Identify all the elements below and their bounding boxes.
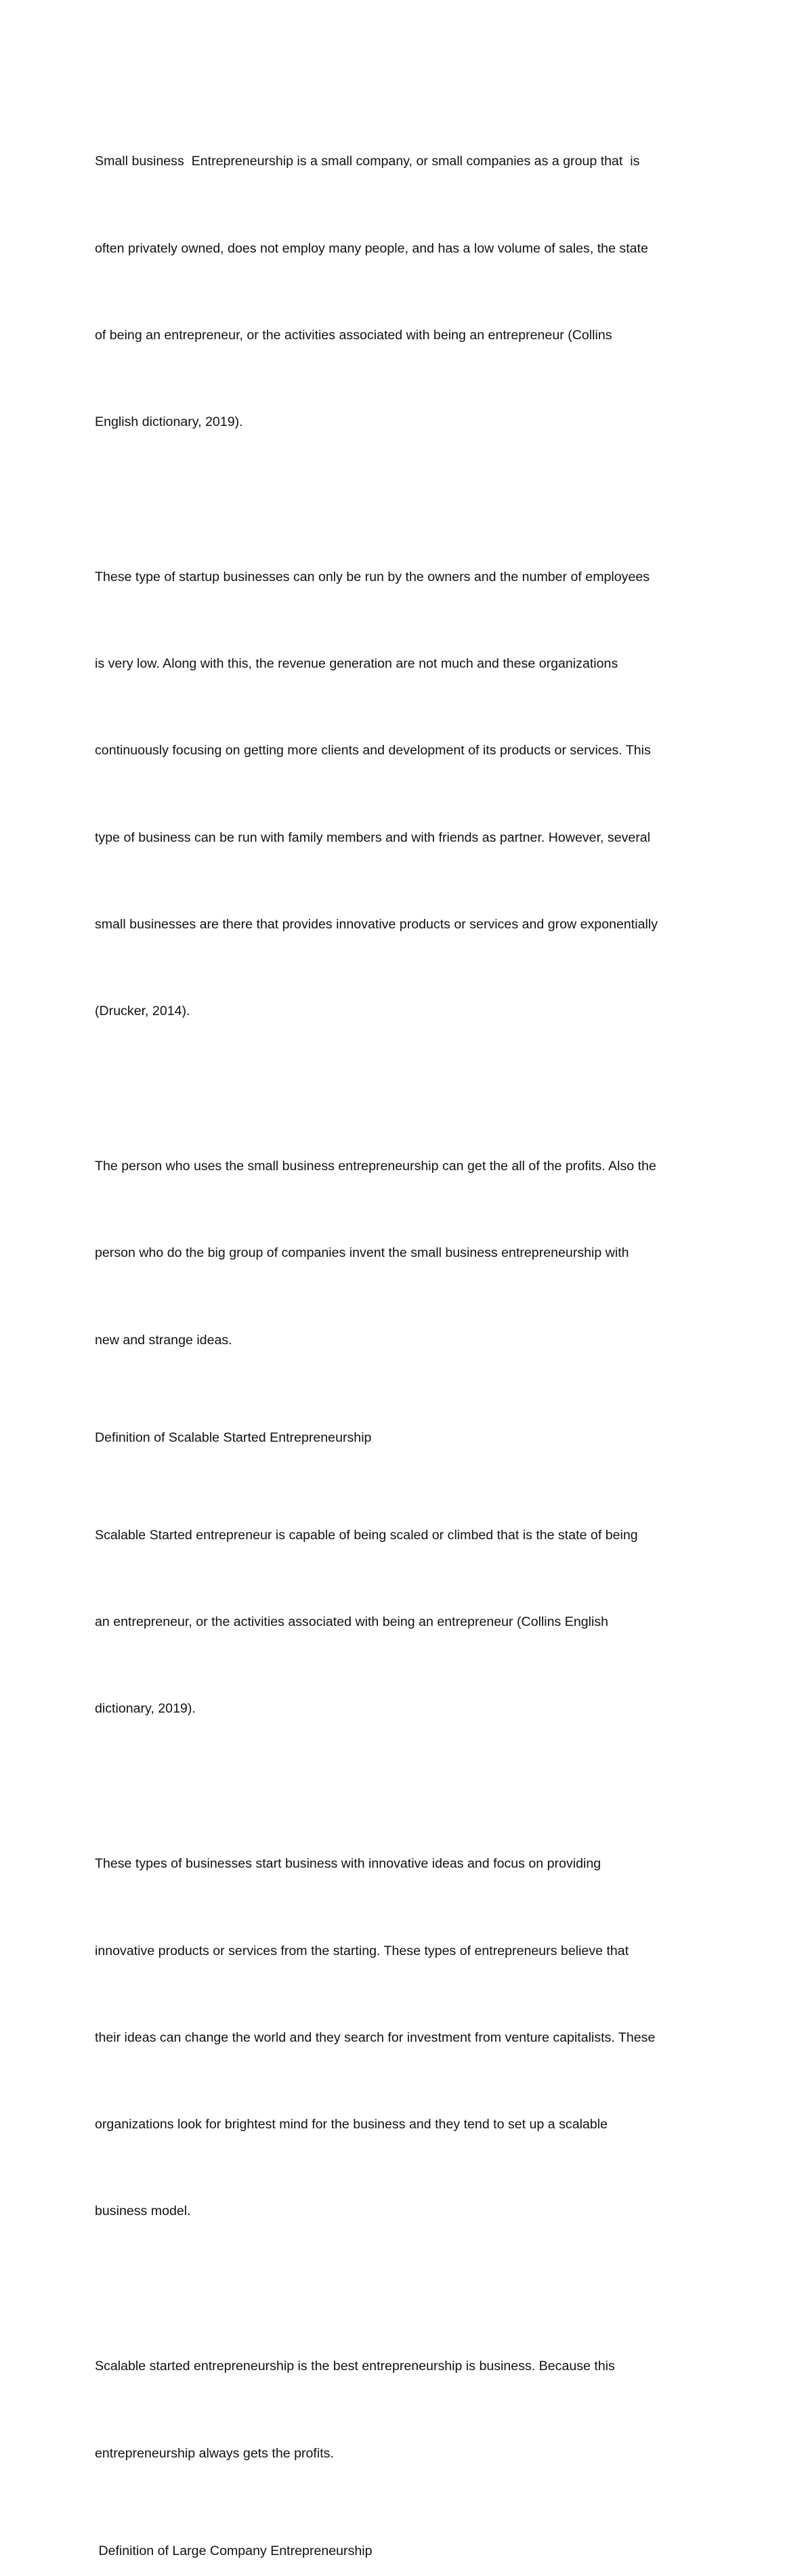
text-line: Scalable started entrepreneurship is the best entrepreneurship is business. Because this [95,2359,615,2374]
heading-large-company: Definition of Large Company Entrepreneurship [95,2543,373,2558]
paragraph-small-business-definition [95,89,715,494]
text-line: an entrepreneur, or the activities associated with being an entrepreneur (Collins English [95,1614,609,1629]
document-body [95,89,715,2576]
text-line: (Drucker, 2014). [95,1003,190,1018]
text-line: These type of startup businesses can only be run by the owners and the number of employees [95,570,650,585]
text-line: organizations look for brightest mind for the business and they tend to set up a scalable [95,2116,608,2132]
text-line: entrepreneurship always gets the profits. [95,2445,334,2461]
paragraph-scalable-definition [95,1463,715,1781]
text-line: The person who uses the small business entrepreneurship can get the all of the profits. Also the [95,1159,656,1174]
text-line: continuously focusing on getting more clients and development of its products or services. This [95,743,651,758]
text-line: often privately owned, does not employ many people, and has a low volume of sales, the state [95,240,648,256]
text-line: type of business can be run with family members and with friends as partner. However, several [95,830,651,845]
text-line: person who do the big group of companies invent the small business entrepreneurship with [95,1245,629,1261]
text-line: business model. [95,2203,191,2218]
text-line: Scalable Started entrepreneur is capable of being scaled or climbed that is the state of being [95,1527,638,1543]
text-line: dictionary, 2019). [95,1700,196,1716]
paragraph-startup-businesses [95,505,715,1083]
text-line: Small business Entrepreneurship is a small company, or small companies as a group that is [95,154,640,169]
text-line: of being an entrepreneur, or the activities associated with being an entrepreneur (Collins [95,327,612,343]
text-line: English dictionary, 2019). [95,414,243,429]
text-line: is very low. Along with this, the revenue generation are not much and these organizations [95,656,618,672]
paragraph-scalable-businesses [95,1792,715,2283]
text-line: innovative products or services from the starting. These types of entrepreneurs believe that [95,1943,629,1958]
text-line: small businesses are there that provides innovative products or services and grow exponentially [95,916,658,932]
text-line: their ideas can change the world and they search for investment from venture capitalists. These [95,2030,656,2045]
text-line: These types of businesses start business with innovative ideas and focus on providing [95,1856,601,1872]
paragraph-profits [95,1094,715,1413]
heading-scalable-started: Definition of Scalable Started Entrepreneurship [95,1430,372,1445]
paragraph-scalable-best [95,2294,715,2526]
text-line: new and strange ideas. [95,1332,232,1348]
